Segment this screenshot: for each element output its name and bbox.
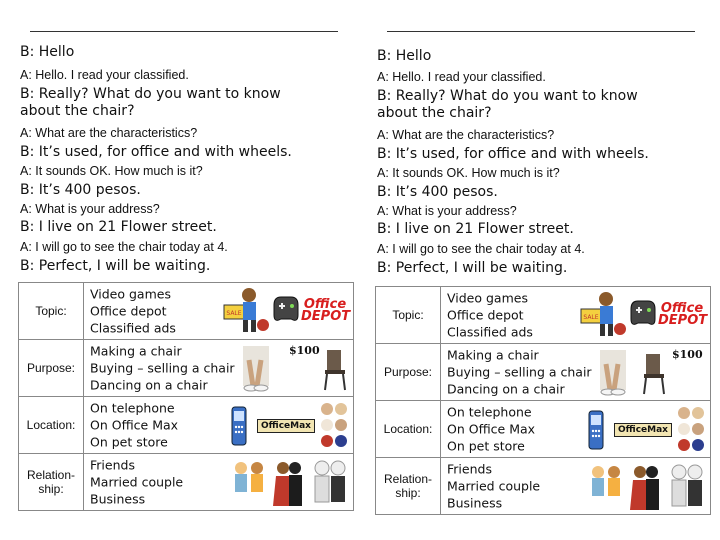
top-rule — [387, 31, 695, 32]
option: Video games — [90, 286, 171, 302]
dancing-feet-icon — [239, 340, 275, 396]
row-label: Relation-ship: — [376, 458, 441, 515]
option: Office depot — [447, 307, 524, 323]
table-row — [19, 283, 354, 340]
dialogue-line-5: B: It’s used, for office and with wheels. — [377, 146, 649, 162]
option: On telephone — [90, 400, 175, 416]
row-label: Purpose: — [19, 340, 84, 397]
dialogue-line-6: A: It sounds OK. How much is it? — [20, 164, 203, 178]
dialogue-line-8: A: What is your address? — [377, 204, 517, 218]
row-label: Location: — [376, 401, 441, 458]
options-table — [375, 286, 711, 515]
table-row — [376, 458, 711, 515]
chair-icon — [642, 352, 668, 396]
dialogue-line-6: A: It sounds OK. How much is it? — [377, 166, 560, 180]
option-list — [90, 343, 235, 394]
office-max-logo: OfficeMax — [257, 419, 315, 433]
dialogue-line-3: B: Really? What do you want to know about the chair? — [377, 88, 638, 121]
office-max-logo: OfficeMax — [614, 423, 672, 437]
dialogue-line-10: A: I will go to see the chair today at 4. — [377, 242, 585, 256]
dialogue-line-5: B: It’s used, for office and with wheels. — [20, 144, 292, 160]
option-list — [90, 400, 178, 451]
svg-text:SALE: SALE — [226, 310, 242, 317]
dialogue-line-3: B: Really? What do you want to know about the chair? — [20, 86, 281, 119]
table-row — [376, 287, 711, 344]
dialogue-line-1: B: Hello — [20, 44, 75, 60]
option: Friends — [447, 461, 492, 477]
dialogue-line-7: B: It’s 400 pesos. — [20, 182, 141, 198]
option: Classified ads — [447, 324, 533, 340]
office-depot-logo: Office DEPOT — [658, 301, 708, 328]
option: Married couple — [90, 474, 184, 490]
option: Buying – selling a chair — [90, 360, 235, 376]
table-row — [376, 401, 711, 458]
game-controller-icon — [271, 291, 301, 331]
option: Married couple — [447, 478, 541, 494]
row-label: Topic: — [19, 283, 84, 340]
chair-icon — [323, 348, 349, 392]
option: On Office Max — [90, 417, 179, 433]
married-couple-icon — [628, 462, 664, 512]
cell-phone-icon — [227, 403, 251, 449]
row-label: Location: — [19, 397, 84, 454]
row-label: Relation-ship: — [19, 454, 84, 511]
dialogue-line-11: B: Perfect, I will be waiting. — [377, 260, 568, 276]
dancing-feet-icon — [596, 344, 632, 400]
dialogue-line-7: B: It’s 400 pesos. — [377, 184, 498, 200]
dialogue-line-11: B: Perfect, I will be waiting. — [20, 258, 211, 274]
business-people-icon — [311, 458, 349, 508]
dialogue-line-2: A: Hello. I read your classified. — [20, 68, 189, 82]
dialogue-line-4: A: What are the characteristics? — [377, 128, 555, 142]
friends-icon — [586, 462, 626, 512]
options-table — [18, 282, 354, 511]
option-list — [90, 457, 183, 508]
top-rule — [30, 31, 338, 32]
dialogue-line-4: A: What are the characteristics? — [20, 126, 198, 140]
option: Dancing on a chair — [447, 381, 565, 397]
option: Dancing on a chair — [90, 377, 208, 393]
price-tag: $100 — [672, 348, 703, 361]
option: Making a chair — [447, 347, 539, 363]
office-depot-logo: Office DEPOT — [301, 297, 351, 324]
table-row — [19, 397, 354, 454]
dialogue-line-10: A: I will go to see the chair today at 4. — [20, 240, 228, 254]
option: Making a chair — [90, 343, 182, 359]
option: Office depot — [90, 303, 167, 319]
option: Classified ads — [90, 320, 176, 336]
handout-left — [18, 0, 358, 540]
option: Video games — [447, 290, 528, 306]
option-list — [447, 290, 533, 341]
row-label: Topic: — [376, 287, 441, 344]
option: On telephone — [447, 404, 532, 420]
married-couple-icon — [271, 458, 307, 508]
kids-sale-sign-icon — [221, 285, 271, 339]
option: Business — [447, 495, 503, 511]
dialogue-line-1: B: Hello — [377, 48, 432, 64]
kids-sale-sign-icon — [578, 289, 628, 343]
price-tag: $100 — [289, 344, 320, 357]
game-controller-icon — [628, 295, 658, 335]
friends-icon — [229, 458, 269, 508]
table-row — [376, 344, 711, 401]
option: Buying – selling a chair — [447, 364, 592, 380]
cell-phone-icon — [584, 407, 608, 453]
option: On pet store — [447, 438, 525, 454]
dialogue-line-9: B: I live on 21 Flower street. — [20, 219, 217, 235]
svg-text:SALE: SALE — [583, 314, 599, 321]
option-list — [447, 347, 592, 398]
option-list — [447, 404, 535, 455]
table-row — [19, 454, 354, 511]
option: On Office Max — [447, 421, 536, 437]
dialogue-line-8: A: What is your address? — [20, 202, 160, 216]
business-people-icon — [668, 462, 706, 512]
handout-right — [375, 0, 715, 540]
pet-paws-icon — [676, 405, 706, 453]
option: Business — [90, 491, 146, 507]
dialogue-line-2: A: Hello. I read your classified. — [377, 70, 546, 84]
dialogue-line-9: B: I live on 21 Flower street. — [377, 221, 574, 237]
option-list — [90, 286, 176, 337]
table-row — [19, 340, 354, 397]
option: On pet store — [90, 434, 168, 450]
pet-paws-icon — [319, 401, 349, 449]
option-list — [447, 461, 540, 512]
option: Friends — [90, 457, 135, 473]
row-label: Purpose: — [376, 344, 441, 401]
